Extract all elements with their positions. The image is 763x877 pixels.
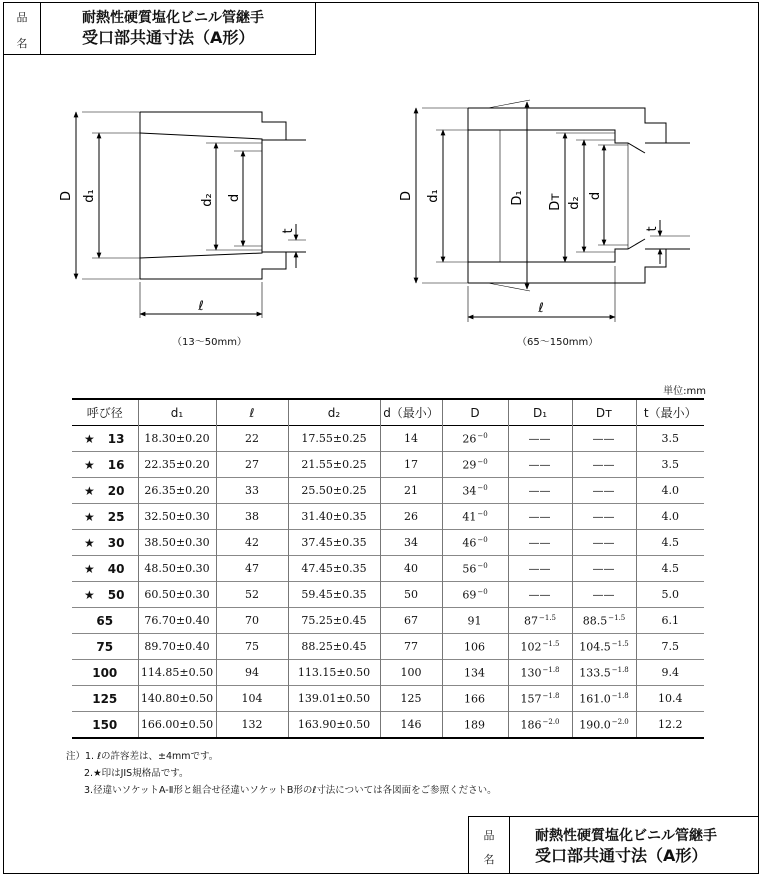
- cell-d1: 140.80±0.50: [138, 686, 216, 712]
- title-line1-bottom: 耐熱性硬質塩化ビニル管継手: [535, 828, 717, 844]
- cell-D1: ——: [508, 556, 572, 582]
- cell-d2: 88.25±0.45: [288, 634, 380, 660]
- cell-D1: ——: [508, 478, 572, 504]
- table-row: [72, 504, 704, 530]
- cell-D1: $87^{-1.5}$: [508, 608, 572, 634]
- cell-dmin: 100: [380, 660, 442, 686]
- nominal-value: 100: [92, 665, 118, 680]
- cell-nominal: [72, 686, 138, 712]
- cell-DT: ——: [572, 582, 636, 608]
- cell-dmin: 26: [380, 504, 442, 530]
- cell-nominal: [72, 660, 138, 686]
- cell-D: $46^{-0}$: [442, 530, 508, 556]
- header-dmin: d（最小）: [380, 399, 442, 426]
- cell-D1: ——: [508, 582, 572, 608]
- cell-l: 33: [216, 478, 288, 504]
- cell-d1: 48.50±0.30: [138, 556, 216, 582]
- label-d-left: d: [227, 193, 242, 203]
- jis-star-icon: ★: [84, 483, 95, 498]
- cell-d1: 26.35±0.20: [138, 478, 216, 504]
- cell-l: 47: [216, 556, 288, 582]
- title-line2-bottom: 受口部共通寸法（A形）: [535, 846, 708, 865]
- label-t-right: t: [645, 226, 660, 232]
- cell-tmin: 10.4: [636, 686, 704, 712]
- cell-d2: 113.15±0.50: [288, 660, 380, 686]
- header-d2: d₂: [288, 399, 380, 426]
- cell-DT: $190.0^{-2.0}$: [572, 712, 636, 739]
- cell-D: $56^{-0}$: [442, 556, 508, 582]
- table-row: [72, 426, 704, 452]
- note-1: 注）1. ℓの許容差は、±4mmです。: [66, 751, 219, 762]
- table-row: [72, 582, 704, 608]
- table-header-row: [72, 399, 704, 426]
- cell-dmin: 40: [380, 556, 442, 582]
- cell-dmin: 21: [380, 478, 442, 504]
- cell-DT: $88.5^{-1.5}$: [572, 608, 636, 634]
- cell-d2: 163.90±0.50: [288, 712, 380, 739]
- cell-tmin: 5.0: [636, 582, 704, 608]
- title-text-bottom: [535, 827, 717, 866]
- cell-D1: $186^{-2.0}$: [508, 712, 572, 739]
- cell-d2: 37.45±0.35: [288, 530, 380, 556]
- caption-left: （13〜50mm）: [172, 337, 247, 348]
- label-D-right: D: [399, 190, 414, 202]
- cell-d1: 76.70±0.40: [138, 608, 216, 634]
- cell-tmin: 12.2: [636, 712, 704, 739]
- cell-d1: 166.00±0.50: [138, 712, 216, 739]
- nominal-value: 16: [107, 457, 125, 472]
- header-D1: D₁: [508, 399, 572, 426]
- cell-l: 52: [216, 582, 288, 608]
- cell-D: 189: [442, 712, 508, 739]
- cell-D1: ——: [508, 426, 572, 452]
- cell-D: 166: [442, 686, 508, 712]
- cell-nominal: [72, 556, 138, 582]
- label-l-right: ℓ: [538, 301, 544, 316]
- table-row: [72, 478, 704, 504]
- jis-star-icon: ★: [84, 561, 95, 576]
- cell-d1: 32.50±0.30: [138, 504, 216, 530]
- cell-l: 75: [216, 634, 288, 660]
- cell-D: 106: [442, 634, 508, 660]
- title-line2: 受口部共通寸法（A形）: [82, 28, 255, 47]
- cell-DT: ——: [572, 478, 636, 504]
- label-D1-right: D₁: [510, 190, 525, 206]
- nominal-value: 13: [107, 431, 125, 446]
- cell-tmin: 3.5: [636, 452, 704, 478]
- table-row: [72, 608, 704, 634]
- cell-d2: 75.25±0.45: [288, 608, 380, 634]
- cell-DT: ——: [572, 556, 636, 582]
- nominal-value: 65: [96, 613, 114, 628]
- cell-dmin: 77: [380, 634, 442, 660]
- cell-l: 38: [216, 504, 288, 530]
- fitting-diagrams: [0, 0, 763, 360]
- cell-nominal: [72, 504, 138, 530]
- cell-l: 70: [216, 608, 288, 634]
- cell-l: 132: [216, 712, 288, 739]
- cell-nominal: [72, 634, 138, 660]
- cell-d1: 22.35±0.20: [138, 452, 216, 478]
- cell-d1: 38.50±0.30: [138, 530, 216, 556]
- cell-nominal: [72, 712, 138, 739]
- label-d-right: d: [588, 191, 603, 201]
- label-d2-left: d₂: [200, 193, 215, 207]
- cell-nominal: [72, 478, 138, 504]
- cell-l: 22: [216, 426, 288, 452]
- notes: [66, 748, 497, 799]
- cell-d1: 114.85±0.50: [138, 660, 216, 686]
- cell-d1: 60.50±0.30: [138, 582, 216, 608]
- jis-star-icon: ★: [84, 535, 95, 550]
- spec-table: [72, 398, 704, 739]
- cell-d2: 31.40±0.35: [288, 504, 380, 530]
- nominal-value: 125: [92, 691, 118, 706]
- nominal-value: 30: [107, 535, 125, 550]
- cell-d2: 21.55±0.25: [288, 452, 380, 478]
- label-d1-left: d₁: [82, 189, 97, 203]
- header-tmin: t（最小）: [636, 399, 704, 426]
- table-row: [72, 712, 704, 739]
- title-label-bottom: 品 名: [469, 817, 510, 873]
- cell-l: 42: [216, 530, 288, 556]
- cell-D: 91: [442, 608, 508, 634]
- cell-tmin: 9.4: [636, 660, 704, 686]
- header-l: ℓ: [216, 399, 288, 426]
- cell-dmin: 146: [380, 712, 442, 739]
- cell-D: $29^{-0}$: [442, 452, 508, 478]
- header-nominal: 呼び径: [86, 406, 123, 420]
- cell-nominal: [72, 582, 138, 608]
- cell-D1: $157^{-1.8}$: [508, 686, 572, 712]
- cell-dmin: 67: [380, 608, 442, 634]
- cell-tmin: 4.5: [636, 556, 704, 582]
- cell-d2: 47.45±0.35: [288, 556, 380, 582]
- cell-l: 27: [216, 452, 288, 478]
- label-DT-right: Dᴛ: [548, 193, 563, 211]
- label-t-left: t: [281, 228, 296, 234]
- caption-right: （65〜150mm）: [517, 337, 599, 348]
- cell-d2: 59.45±0.35: [288, 582, 380, 608]
- table-row: [72, 452, 704, 478]
- cell-dmin: 34: [380, 530, 442, 556]
- cell-D1: $130^{-1.8}$: [508, 660, 572, 686]
- table-row: [72, 530, 704, 556]
- cell-DT: ——: [572, 426, 636, 452]
- nominal-value: 75: [96, 639, 114, 654]
- jis-star-icon: ★: [84, 457, 95, 472]
- table-body: [72, 426, 704, 739]
- jis-star-icon: ★: [84, 509, 95, 524]
- cell-d1: 89.70±0.40: [138, 634, 216, 660]
- jis-star-icon: ★: [84, 431, 95, 446]
- note-2: 2.★印はJIS規格品です。: [84, 768, 189, 779]
- cell-D1: ——: [508, 452, 572, 478]
- cell-d2: 139.01±0.50: [288, 686, 380, 712]
- cell-D1: ——: [508, 530, 572, 556]
- cell-l: 104: [216, 686, 288, 712]
- cell-nominal: [72, 530, 138, 556]
- nominal-value: 50: [107, 587, 125, 602]
- label-d1-right: d₁: [426, 189, 441, 203]
- note-3: 3.径違いソケットA-Ⅱ形と組合せ径違いソケットB形のℓ寸法については各図面をご参照ください。: [84, 785, 497, 796]
- cell-dmin: 50: [380, 582, 442, 608]
- cell-d2: 17.55±0.25: [288, 426, 380, 452]
- cell-D: $26^{-0}$: [442, 426, 508, 452]
- cell-nominal: [72, 608, 138, 634]
- title-box-bottom: [468, 816, 759, 874]
- header-DT: Dᴛ: [572, 399, 636, 426]
- cell-dmin: 14: [380, 426, 442, 452]
- cell-DT: $133.5^{-1.8}$: [572, 660, 636, 686]
- cell-nominal: [72, 426, 138, 452]
- header-D: D: [442, 399, 508, 426]
- cell-D1: ——: [508, 504, 572, 530]
- nominal-value: 25: [107, 509, 125, 524]
- jis-star-icon: ★: [84, 587, 95, 602]
- cell-d2: 25.50±0.25: [288, 478, 380, 504]
- cell-d1: 18.30±0.20: [138, 426, 216, 452]
- cell-tmin: 3.5: [636, 426, 704, 452]
- table-row: [72, 634, 704, 660]
- cell-tmin: 4.0: [636, 504, 704, 530]
- cell-DT: ——: [572, 504, 636, 530]
- nominal-value: 40: [107, 561, 125, 576]
- cell-tmin: 4.5: [636, 530, 704, 556]
- table-row: [72, 686, 704, 712]
- cell-DT: ——: [572, 530, 636, 556]
- title-label: 品 名: [4, 3, 41, 54]
- unit-label: 単位:mm: [663, 386, 706, 397]
- table-row: [72, 660, 704, 686]
- table-row: [72, 556, 704, 582]
- header-d1: d₁: [138, 399, 216, 426]
- cell-tmin: 4.0: [636, 478, 704, 504]
- cell-tmin: 6.1: [636, 608, 704, 634]
- cell-D: 134: [442, 660, 508, 686]
- label-l-left: ℓ: [198, 299, 204, 314]
- cell-nominal: [72, 452, 138, 478]
- cell-DT: $104.5^{-1.5}$: [572, 634, 636, 660]
- label-d2-right: d₂: [567, 196, 582, 210]
- cell-D: $41^{-0}$: [442, 504, 508, 530]
- cell-DT: ——: [572, 452, 636, 478]
- cell-tmin: 7.5: [636, 634, 704, 660]
- cell-D1: $102^{-1.5}$: [508, 634, 572, 660]
- cell-dmin: 17: [380, 452, 442, 478]
- cell-dmin: 125: [380, 686, 442, 712]
- label-D-left: D: [59, 190, 74, 202]
- title-line1: 耐熱性硬質塩化ビニル管継手: [82, 10, 264, 26]
- cell-D: $34^{-0}$: [442, 478, 508, 504]
- cell-D: $69^{-0}$: [442, 582, 508, 608]
- nominal-value: 20: [107, 483, 125, 498]
- nominal-value: 150: [92, 717, 118, 732]
- cell-l: 94: [216, 660, 288, 686]
- cell-DT: $161.0^{-1.8}$: [572, 686, 636, 712]
